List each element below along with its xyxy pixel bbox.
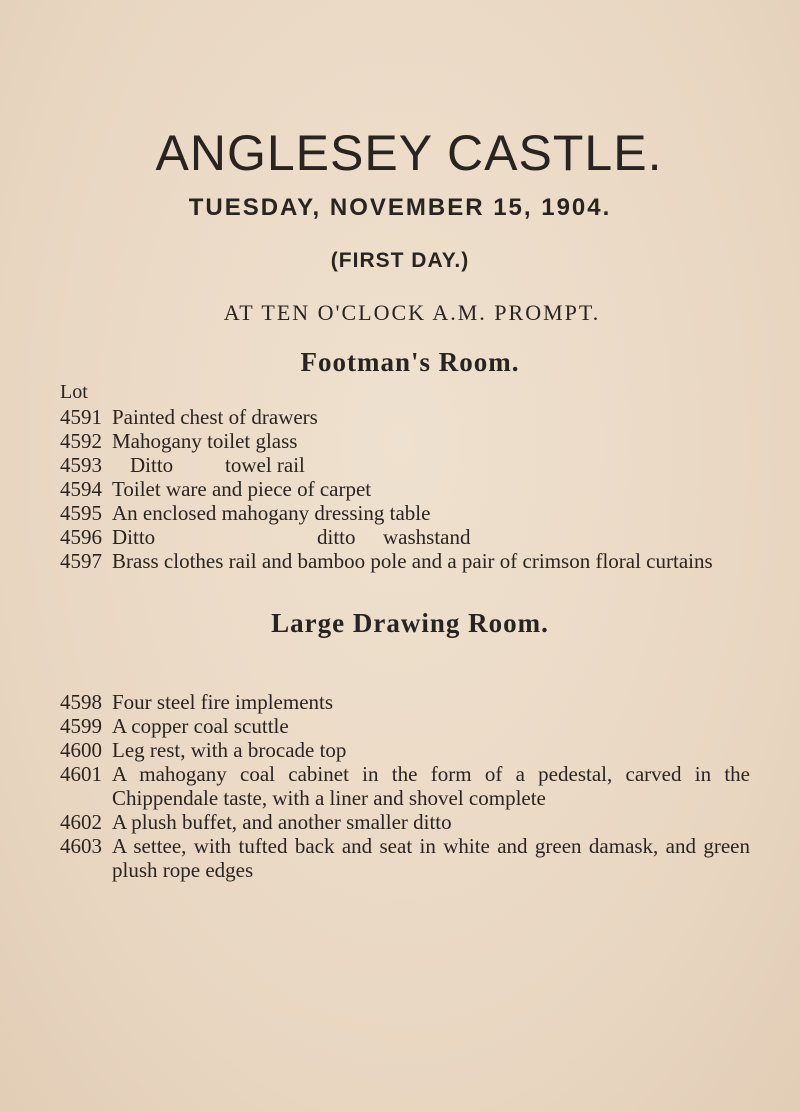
sale-day: (FIRST DAY.) <box>330 249 470 272</box>
lot-item <box>60 405 750 429</box>
sale-date: TUESDAY, NOVEMBER 15, 1904. <box>188 194 612 221</box>
page-title: ANGLESEY CASTLE. <box>155 125 663 181</box>
lot-description-row <box>112 525 750 549</box>
lot-item <box>60 453 750 477</box>
lot-number: 4600 <box>60 738 102 762</box>
lot-description: Leg rest, with a brocade top <box>112 738 347 762</box>
lot-item <box>60 810 750 834</box>
sale-time: AT TEN O'CLOCK A.M. PROMPT. <box>223 300 601 325</box>
ditto-mark: ditto <box>317 525 356 549</box>
lot-item <box>60 429 750 453</box>
lot-item <box>60 501 750 525</box>
lot-list-large-drawing <box>60 690 750 882</box>
lot-item <box>60 762 750 810</box>
lot-description: Four steel fire implements <box>112 690 334 714</box>
lot-description: Mahogany toilet glass <box>112 429 298 453</box>
lot-number: 4599 <box>60 714 102 738</box>
lot-number: 4601 <box>60 762 102 786</box>
lot-description: A copper coal scuttle <box>112 714 289 738</box>
lot-description: towel rail <box>225 453 305 477</box>
lot-item <box>60 525 750 549</box>
lot-number: 4592 <box>60 429 102 453</box>
lot-number: 4597 <box>60 549 102 573</box>
ditto-mark: Ditto <box>130 453 174 477</box>
lot-column-header: Lot <box>60 381 88 403</box>
lot-item <box>60 690 750 714</box>
lot-description: A plush buffet, and another smaller ditto <box>112 810 452 834</box>
lot-description-row <box>112 453 750 477</box>
lot-number: 4595 <box>60 501 102 525</box>
lot-number: 4603 <box>60 834 102 858</box>
lot-number: 4591 <box>60 405 102 429</box>
lot-item <box>60 834 750 882</box>
ditto-mark: Ditto <box>112 525 156 549</box>
lot-description: An enclosed mahogany dressing table <box>112 501 431 525</box>
lot-description: Brass clothes rail and bamboo pole and a pair of crimson floral curtains <box>112 549 713 573</box>
lot-item <box>60 477 750 501</box>
room-heading-large-drawing: Large Drawing Room. <box>271 608 549 638</box>
lot-number: 4596 <box>60 525 102 549</box>
lot-item <box>60 738 750 762</box>
room-heading-footmans: Footman's Room. <box>300 347 520 377</box>
lot-description: washstand <box>383 525 471 549</box>
lot-number: 4598 <box>60 690 102 714</box>
lot-list-footmans <box>60 405 750 573</box>
lot-description: Toilet ware and piece of carpet <box>112 477 372 501</box>
lot-number: 4594 <box>60 477 102 501</box>
lot-number: 4593 <box>60 453 102 477</box>
lot-description: A settee, with tufted back and seat in white and green damask, and green plush rope edges <box>112 834 750 882</box>
lot-description: Painted chest of drawers <box>112 405 318 429</box>
lot-item <box>60 549 750 573</box>
lot-description: A mahogany coal cabinet in the form of a pedestal, carved in the Chippendale taste, with a liner and shovel complete <box>112 762 750 810</box>
lot-item <box>60 714 750 738</box>
lot-number: 4602 <box>60 810 102 834</box>
